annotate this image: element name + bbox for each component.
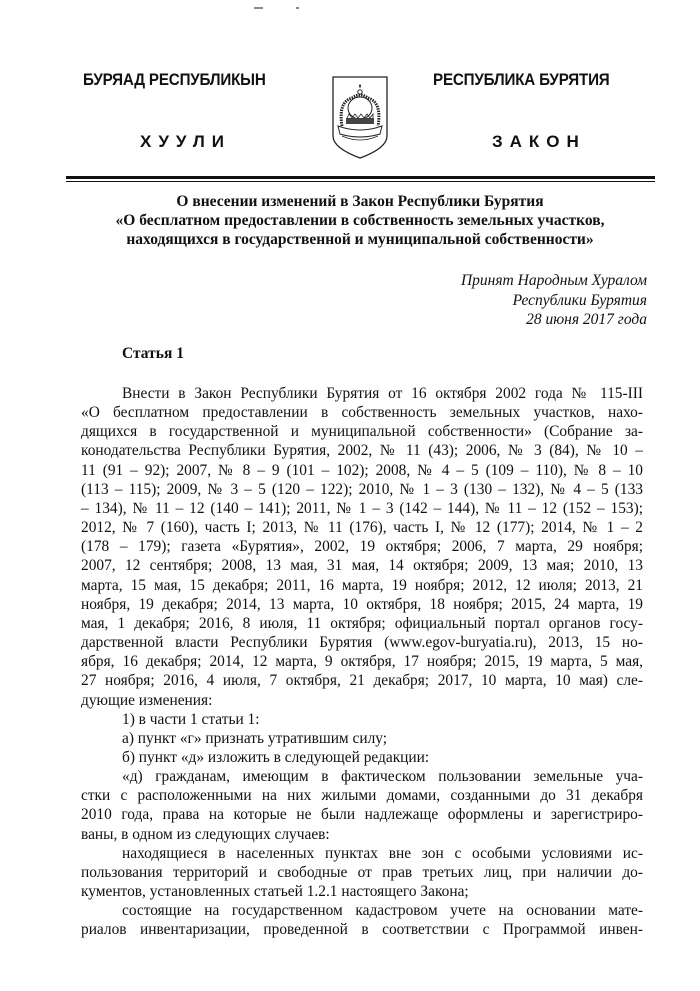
scan-artifact (296, 7, 299, 9)
body-line: дарственной власти Республики Бурятия (www.egov-buryatia.ru), 2013, 15 но- (81, 634, 643, 652)
body-line: 2007, 12 сентября; 2008, 13 мая, 31 мая, 14 октября; 2009, 13 мая; 2010, 13 (81, 557, 643, 575)
body-line: ваны, в одном из следующих случаев: (81, 825, 330, 843)
coat-of-arms-icon (330, 74, 390, 160)
body-line: (178 – 179); газета «Бурятия», 2002, 19 октября; 2006, 7 марта, 29 ноября; (81, 538, 643, 556)
body-line: стки с расположенными на них жилыми домами, созданными до 31 декабря (81, 787, 643, 805)
body-line: (113 – 115); 2009, № 3 – 5 (120 – 122); 2010, № 1 – 3 (130 – 132), № 4 – 5 (133 (81, 480, 643, 498)
body-line: – 134), № 11 – 12 (140 – 141); 2011, № 1 – 3 (142 – 144), № 11 – 12 (152 – 153); (81, 499, 643, 517)
article-heading: Статья 1 (122, 345, 184, 362)
scan-artifact (254, 7, 263, 9)
body-line: находящиеся в населенных пунктах вне зон с особыми условиями ис- (122, 844, 643, 862)
header-divider-thin (66, 181, 655, 182)
adoption-date: 28 июня 2017 года (526, 311, 647, 328)
adoption-note (461, 271, 647, 330)
header-buryat-law: ХУУЛИ (140, 132, 231, 151)
law-title-line: О внесении изменений в Закон Республики Бурятия (176, 193, 544, 210)
law-title (60, 192, 660, 249)
body-line: «О бесплатном предоставлении в собственность земельных участков, нахо- (81, 404, 643, 422)
body-line: 2010 года, права на которые не были надлежаще оформлены и зарегистриро- (81, 806, 643, 824)
list-item-part-1: 1) в части 1 статьи 1: (122, 710, 260, 728)
body-line: 27 ноября; 2016, 4 июля, 7 октября, 21 декабря; 2017, 10 марта, 10 мая) сле- (81, 672, 643, 690)
body-line: ноября, 19 декабря; 2014, 13 марта, 10 октября, 18 ноября; 2015, 24 марта, 19 (81, 595, 643, 613)
body-line: «д) гражданам, имеющим в фактическом пользовании земельные уча- (122, 768, 643, 786)
body-line: Внести в Закон Республики Бурятия от 16 октября 2002 года № 115-III (122, 385, 643, 402)
list-item-a: а) пункт «г» признать утратившим силу; (122, 729, 388, 747)
body-line: 2012, № 7 (160), часть I; 2013, № 11 (176), часть I, № 12 (177); 2014, № 1 – 2 (81, 519, 643, 537)
law-title-line: «О бесплатном предоставлении в собственность земельных участков, (115, 212, 605, 229)
body-line: дящихся в государственной и муниципальной собственности» (Собрание за- (81, 423, 643, 441)
header-russian-republic: РЕСПУБЛИКА БУРЯТИЯ (433, 71, 610, 89)
list-item-b: б) пункт «д» изложить в следующей редакции: (122, 748, 430, 766)
header-divider-thick (66, 176, 655, 179)
body-line: состоящие на государственном кадастровом учете на основании мате- (122, 902, 643, 920)
body-line: 11 (91 – 92); 2007, № 8 – 9 (101 – 102); 2008, № 4 – 5 (109 – 110), № 8 – 10 (81, 461, 643, 479)
body-line: марта, 15 мая, 15 декабря; 2011, 16 марта, 19 ноября; 2012, 12 июля; 2013, 21 (81, 576, 643, 594)
body-line: риалов инвентаризации, проведенной в соответствии с Программой инвен- (81, 921, 643, 939)
body-line: конодательства Республики Бурятия, 2002, № 11 (43); 2006, № 3 (84), № 10 – (81, 442, 643, 460)
body-line: мая, 1 декабря; 2016, 8 июля, 11 октября; официальный портал органов госу- (81, 614, 643, 632)
body-line: кументов, установленных статьей 1.2.1 настоящего Закона; (81, 883, 469, 901)
adoption-note-line: Принят Народным Хуралом (460, 272, 647, 289)
adoption-note-line: Республики Бурятия (512, 291, 647, 309)
body-line: дующие изменения: (81, 691, 213, 709)
law-title-line: находящихся в государственной и муниципальной собственности» (126, 231, 594, 248)
article-body (81, 384, 643, 940)
header-russian-law: ЗАКОН (492, 132, 586, 151)
body-line: пользования территорий и свободные от прав третьих лиц, при наличии до- (81, 863, 643, 881)
body-line: ября, 16 декабря; 2014, 12 марта, 9 октября, 17 ноября; 2015, 19 марта, 5 мая, (81, 653, 643, 671)
header-buryat-republic: БУРЯАД РЕСПУБЛИКЫН (83, 71, 266, 89)
